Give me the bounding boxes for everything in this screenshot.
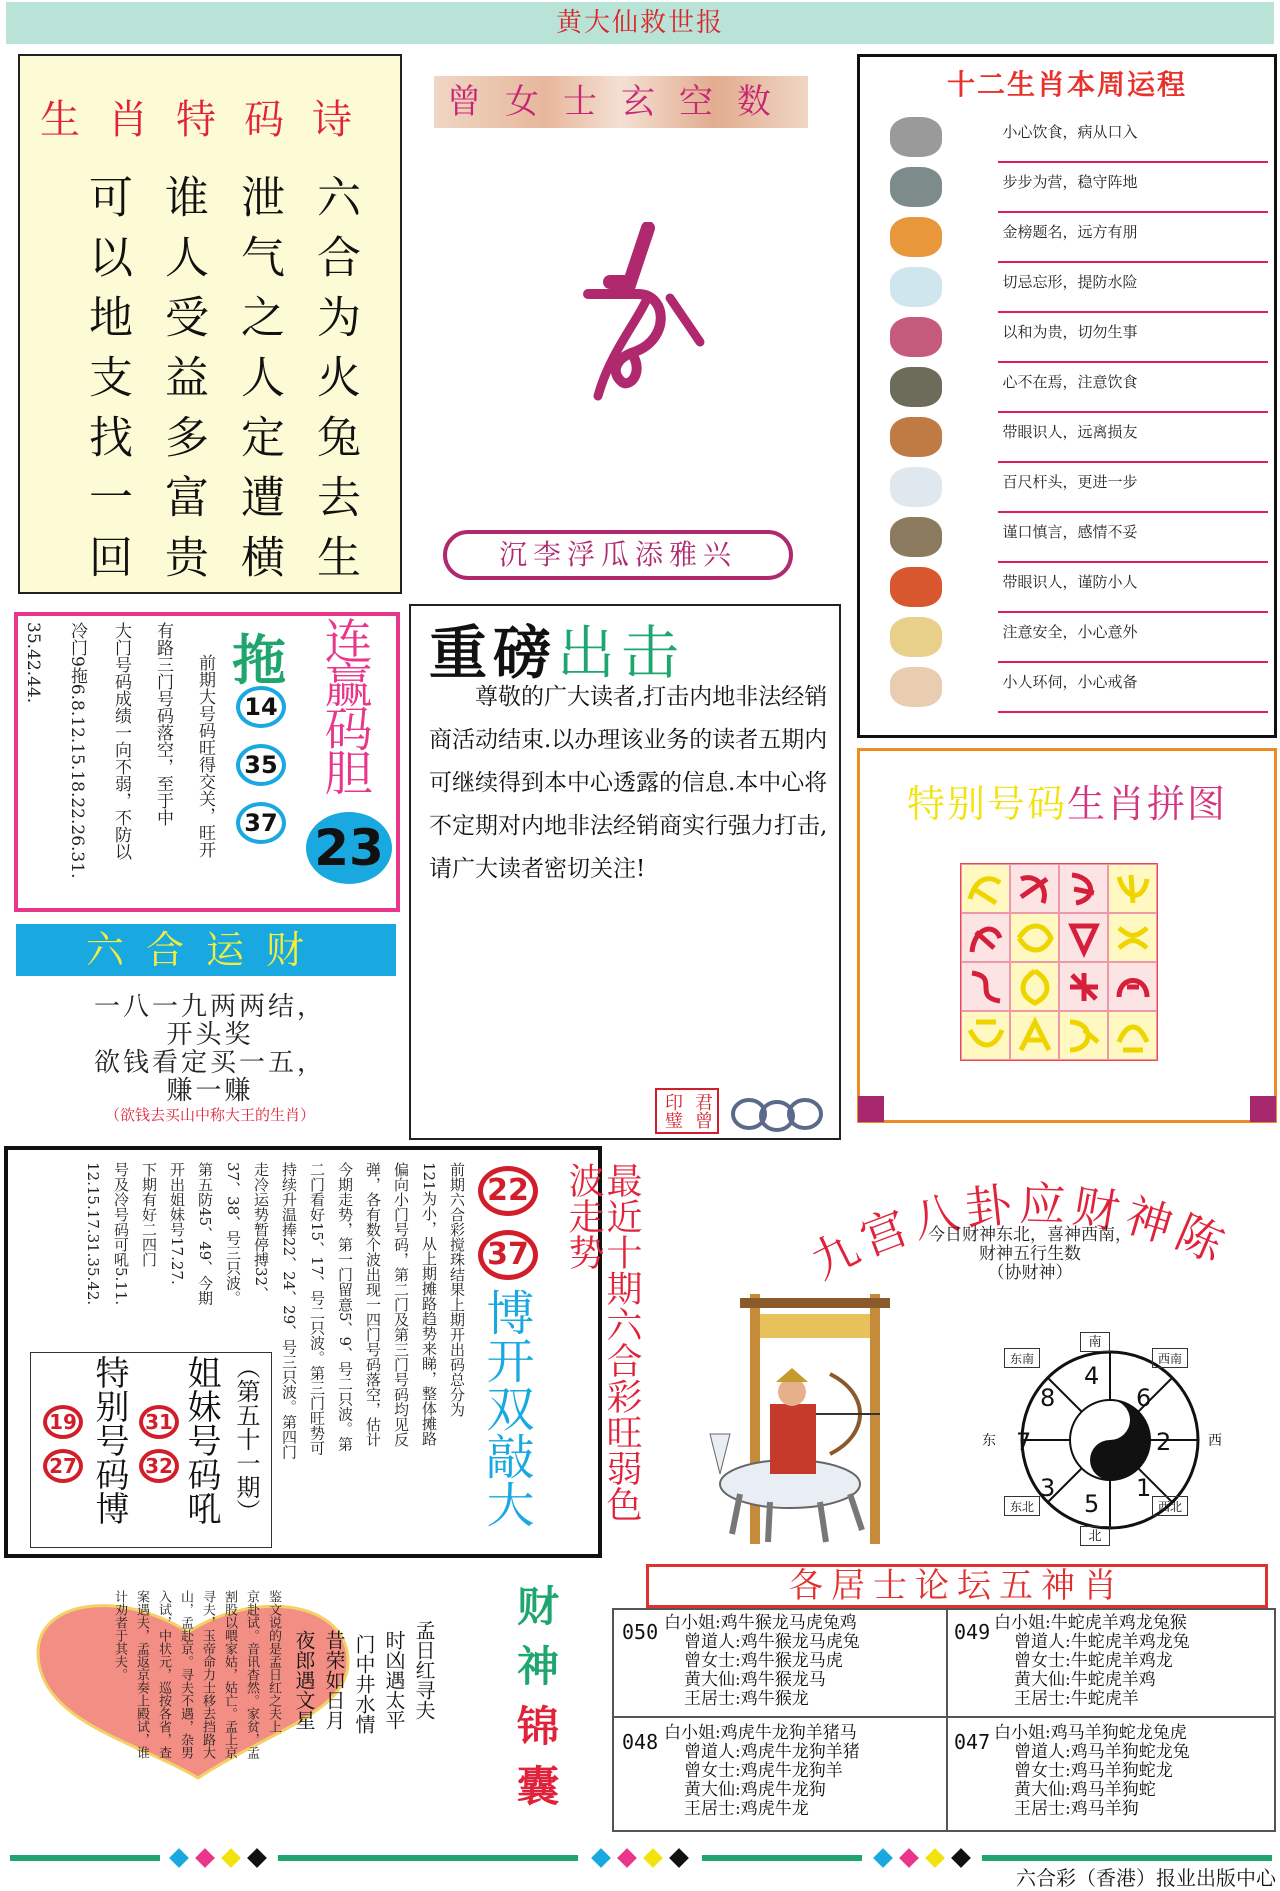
liuhe-line: 赚一赚 bbox=[166, 1076, 254, 1106]
puzzle-cell bbox=[1059, 962, 1108, 1011]
puzzle-cell bbox=[1059, 864, 1108, 913]
caishen-title bbox=[510, 1584, 560, 1824]
zodiac-title: 十二生肖本周运程 bbox=[946, 68, 1187, 101]
forum-block bbox=[664, 1724, 860, 1819]
forum-line: 王居士:牛蛇虎羊 bbox=[1014, 1689, 1139, 1709]
forum-line: 王居士:鸡虎牛龙 bbox=[684, 1799, 809, 1819]
dir-south: 南 bbox=[1080, 1332, 1110, 1352]
puzzle-cell bbox=[1010, 913, 1059, 962]
zodiac-fortune-box bbox=[857, 54, 1277, 738]
yellow-zodiac-icon bbox=[966, 1016, 1006, 1056]
pig-icon bbox=[890, 667, 942, 707]
caishen-verse: 昔荣如日月 bbox=[322, 1630, 346, 1730]
forum-line: 白小姐:鸡虎牛龙狗羊猪马 bbox=[664, 1723, 857, 1743]
page-title: 黄大仙救世报 bbox=[555, 8, 724, 38]
forum-block bbox=[994, 1614, 1190, 1709]
trend-title: 最近十期六合彩旺弱色波走势 bbox=[563, 1162, 642, 1522]
puzzle-cell bbox=[961, 864, 1010, 913]
forum-line: 曾道人:鸡牛猴龙马虎兔 bbox=[684, 1632, 860, 1652]
zodiac-text: 步步为营，稳守阵地 bbox=[1002, 173, 1138, 191]
jiugong-note: 财神五行生数 bbox=[979, 1244, 1081, 1264]
yellow-zodiac-icon bbox=[1015, 1016, 1055, 1056]
special-ball: 19 bbox=[43, 1405, 83, 1439]
yellow-zodiac-icon bbox=[1015, 967, 1055, 1007]
zodiac-text: 小心饮食，病从口入 bbox=[1002, 123, 1138, 141]
forum-line: 白小姐:鸡马羊狗蛇龙兔虎 bbox=[994, 1723, 1187, 1743]
forum-line: 曾道人:鸡虎牛龙狗羊猪 bbox=[684, 1742, 860, 1762]
yellow-zodiac-icon bbox=[1113, 1016, 1153, 1056]
special-title: 特别号码博 bbox=[89, 1355, 129, 1525]
zodiac-text: 以和为贵，切勿生事 bbox=[1002, 323, 1138, 341]
puzzle-cell bbox=[1010, 1011, 1059, 1060]
tiger-icon bbox=[890, 217, 942, 257]
yellow-zodiac-icon bbox=[1113, 869, 1153, 909]
zodiac-row bbox=[890, 213, 1270, 263]
forum-line: 黄大仙:鸡虎牛龙狗 bbox=[684, 1780, 826, 1800]
zodiac-divider bbox=[998, 711, 1268, 713]
sister-ball: 31 bbox=[139, 1405, 179, 1439]
jiugong-notes bbox=[880, 1226, 1180, 1283]
liuhe-line: 欲钱看定买一五， bbox=[93, 1048, 326, 1078]
poem-column: 泄气之人定遭横 bbox=[233, 174, 284, 594]
dir-west: 西 bbox=[1208, 1433, 1222, 1449]
caishen-title-char: 财 bbox=[511, 1584, 560, 1644]
zodiac-text: 百尺杆头，更进一步 bbox=[1002, 473, 1138, 491]
forum-line: 曾道人:鸡马羊狗蛇龙兔 bbox=[1014, 1742, 1190, 1762]
announcement-body: 尊敬的广大读者,打击内地非法经销商活动结束.以办理该业务的读者五期内可继续得到本中心透露的信息.本中心将不定期对内地非法经销商实行强力打击,请广大读者密切关注! bbox=[429, 684, 828, 882]
magenta-diamond-icon bbox=[617, 1848, 637, 1868]
yellow-zodiac-icon bbox=[966, 869, 1006, 909]
zodiac-text: 谨口慎言，感情不妥 bbox=[1002, 523, 1138, 541]
palace-number: 4 bbox=[1084, 1362, 1100, 1390]
palace-number: 1 bbox=[1136, 1474, 1152, 1502]
zodiac-row bbox=[890, 263, 1270, 313]
yellow-diamond-icon bbox=[925, 1848, 945, 1868]
lianying-col: 有路三门号码落空，至于中 bbox=[153, 622, 173, 826]
puzzle-cell bbox=[1059, 1011, 1108, 1060]
forum-line: 曾道人:牛蛇虎羊鸡龙兔 bbox=[1014, 1632, 1190, 1652]
red-zodiac-icon bbox=[1015, 869, 1055, 909]
palace-number: 2 bbox=[1156, 1428, 1172, 1456]
puzzle-cell bbox=[1010, 962, 1059, 1011]
zodiac-row bbox=[890, 563, 1270, 613]
trend-ball: 37 bbox=[478, 1230, 538, 1280]
zodiac-row bbox=[890, 363, 1270, 413]
lianying-drag: 拖 bbox=[232, 628, 286, 692]
announcement-title-b: 出击 bbox=[557, 619, 686, 687]
dir-northeast: 东北 bbox=[1004, 1496, 1040, 1516]
liuhe-note: （欲钱去买山中称大王的生肖） bbox=[104, 1106, 315, 1124]
zodiac-row bbox=[890, 613, 1270, 663]
horse-icon bbox=[890, 417, 942, 457]
dragon-icon bbox=[890, 317, 942, 357]
trend-col: 前期六合彩搅珠结果上期开出码总分为 bbox=[448, 1162, 466, 1417]
caishen-story: 鉴文说的是孟日红之夫上 bbox=[266, 1590, 281, 1733]
puzzle-cell bbox=[1108, 864, 1157, 913]
corner-square bbox=[1250, 1096, 1276, 1122]
forum-divider bbox=[946, 1610, 948, 1830]
zeng-glyph bbox=[570, 222, 710, 402]
caishen-story: 案遇夫，孟返京奏上殿试，谁 bbox=[134, 1590, 149, 1759]
lianying-box bbox=[14, 612, 400, 912]
puzzle-cell bbox=[961, 962, 1010, 1011]
forum-line: 曾女士:鸡虎牛龙狗羊 bbox=[684, 1761, 843, 1781]
palace-number: 6 bbox=[1136, 1384, 1152, 1412]
liuhe-line: 开头奖 bbox=[166, 1020, 254, 1050]
trend-col: 持续升温捧22、24、29、号三只波。第四门 bbox=[280, 1162, 298, 1460]
palace-number: 5 bbox=[1084, 1490, 1100, 1518]
forum-line: 曾女士:鸡牛猴龙马虎 bbox=[684, 1651, 843, 1671]
puzzle-cell bbox=[961, 913, 1010, 962]
yellow-zodiac-icon bbox=[1015, 918, 1055, 958]
forum-block bbox=[664, 1614, 860, 1709]
puzzle-title-a: 特别号码 bbox=[906, 782, 1067, 826]
forum-divider bbox=[614, 1716, 1274, 1718]
lianying-title: 连赢码胆 bbox=[316, 616, 372, 792]
red-zodiac-icon bbox=[1064, 869, 1104, 909]
trend-col: 第五防45、49、今期 bbox=[196, 1162, 214, 1306]
snake-icon bbox=[890, 367, 942, 407]
trend-col: 今期走势，第一门留意5、9、号二只波。第 bbox=[336, 1162, 354, 1452]
zodiac-row bbox=[890, 463, 1270, 513]
special-ball: 27 bbox=[43, 1449, 83, 1483]
zodiac-row bbox=[890, 113, 1270, 163]
caishen-story: 入试，中状元，巡按各省，查 bbox=[156, 1590, 171, 1759]
rings-icon bbox=[729, 1094, 829, 1134]
dir-east: 东 bbox=[982, 1433, 996, 1449]
trend-col: 12.15.17.31.35.42. bbox=[84, 1162, 102, 1306]
forum-issue-number: 049 bbox=[954, 1620, 991, 1644]
zodiac-row bbox=[890, 313, 1270, 363]
special-inner-box bbox=[30, 1352, 272, 1548]
cyan-diamond-icon bbox=[873, 1848, 893, 1868]
zodiac-text: 心不在焉，注意饮食 bbox=[1002, 373, 1138, 391]
trend-col: 弹，各有数个波出现一四门号码落空，估计 bbox=[364, 1162, 382, 1447]
rabbit-icon bbox=[890, 267, 942, 307]
trend-col: 37、38、号三只波。 bbox=[224, 1162, 242, 1306]
liuhe-line: 一八一九两两结， bbox=[93, 992, 326, 1022]
poem-column: 六合为火兔去生 bbox=[309, 174, 360, 594]
yellow-diamond-icon bbox=[643, 1848, 663, 1868]
poem-column: 谁人受益多富贵 bbox=[157, 174, 208, 594]
poem-box bbox=[18, 54, 402, 594]
footer-publisher: 六合彩（香港）报业出版中心 bbox=[1016, 1866, 1276, 1890]
decor-bar bbox=[702, 1855, 862, 1861]
caishen-title-char: 锦 bbox=[511, 1704, 560, 1764]
monkey-icon bbox=[890, 517, 942, 557]
black-diamond-icon bbox=[247, 1848, 267, 1868]
forum-line: 王居士:鸡牛猴龙 bbox=[684, 1689, 809, 1709]
zeng-title: 曾女士玄空数 bbox=[434, 76, 808, 128]
forum-block bbox=[994, 1724, 1190, 1819]
dog-icon bbox=[890, 617, 942, 657]
corner-square bbox=[858, 1096, 884, 1122]
poem-title: 生肖特码诗 bbox=[40, 97, 380, 143]
red-zodiac-icon bbox=[966, 967, 1006, 1007]
forum-line: 白小姐:鸡牛猴龙马虎兔鸡 bbox=[664, 1613, 857, 1633]
trend-box bbox=[4, 1146, 642, 1558]
palace-number: 8 bbox=[1040, 1384, 1056, 1412]
cyan-diamond-icon bbox=[169, 1848, 189, 1868]
zodiac-row bbox=[890, 163, 1270, 213]
announcement-title-a: 重磅 bbox=[429, 619, 558, 687]
caishen-story: 割股以喂家姑，姑亡。孟上京 bbox=[222, 1590, 237, 1759]
puzzle-title-b: 生肖拼图 bbox=[1067, 782, 1228, 826]
forum-line: 曾女士:鸡马羊狗蛇龙 bbox=[1014, 1761, 1173, 1781]
red-zodiac-icon bbox=[966, 918, 1006, 958]
zodiac-text: 切忌忘形，提防水险 bbox=[1002, 273, 1138, 291]
zodiac-text: 带眼识人，远离损友 bbox=[1002, 423, 1138, 441]
caishen-verse: 夜郎遇文星 bbox=[292, 1630, 316, 1730]
forum-line: 白小姐:牛蛇虎羊鸡龙兔猴 bbox=[994, 1613, 1187, 1633]
sister-title: 姐妹号码吼 bbox=[181, 1355, 221, 1525]
caishen-verse: 门中井水情 bbox=[352, 1634, 376, 1734]
caishen-story: 寻夫，玉帝命力士移去挡路大 bbox=[200, 1590, 215, 1759]
red-zodiac-icon bbox=[1064, 918, 1104, 958]
sister-ball: 32 bbox=[139, 1449, 179, 1483]
trend-col: 121为小，从上期摊路趋势来睇，整体摊路 bbox=[420, 1162, 438, 1446]
cyan-diamond-icon bbox=[591, 1848, 611, 1868]
zodiac-text: 小人环伺，小心戒备 bbox=[1002, 673, 1138, 691]
caishen-story: 山，孟赴京。寻夫不遇，杂男 bbox=[178, 1590, 193, 1759]
trend-col: 偏向小门号码，第二门及第三门号码均见反 bbox=[392, 1162, 410, 1447]
zodiac-text: 带眼识人，谨防小人 bbox=[1002, 573, 1138, 591]
palace-number: 3 bbox=[1040, 1474, 1056, 1502]
trend-subtitle: 博开双敲大 bbox=[478, 1288, 534, 1528]
trend-col: 二门看好15、17、号二只波。第三门旺势可 bbox=[308, 1162, 326, 1456]
issue-label: （第五十一期） bbox=[232, 1355, 260, 1523]
magenta-diamond-icon bbox=[195, 1848, 215, 1868]
zodiac-row bbox=[890, 513, 1270, 563]
zodiac-text: 注意安全，小心意外 bbox=[1002, 623, 1138, 641]
lianying-col: 冷门9拖6.8.12.15.18.22.26.31. bbox=[67, 622, 87, 879]
trend-col: 下期有好二四门 bbox=[140, 1162, 158, 1267]
page-header bbox=[6, 2, 1274, 44]
caishen-title-text bbox=[511, 1584, 560, 1824]
jiugong-note: 今日财神东北，喜神西南， bbox=[928, 1225, 1132, 1245]
dir-southwest: 西南 bbox=[1152, 1348, 1188, 1368]
magenta-diamond-icon bbox=[899, 1848, 919, 1868]
palace-number: 7 bbox=[1016, 1428, 1032, 1456]
trend-col: 号及冷号码可吼5.11. bbox=[112, 1162, 130, 1306]
dir-southeast: 东南 bbox=[1004, 1348, 1040, 1368]
forum-grid bbox=[612, 1608, 1276, 1832]
lianying-col: 大门号码成绩一向不弱，不防以 bbox=[111, 622, 131, 860]
goat-icon bbox=[890, 467, 942, 507]
poem-grid bbox=[72, 174, 372, 594]
puzzle-cell bbox=[1108, 1011, 1157, 1060]
trend-col: 走冷运势暂停搏32、 bbox=[252, 1162, 270, 1302]
red-zodiac-icon bbox=[1113, 967, 1153, 1007]
trend-col: 开出姐妹号17.27. bbox=[168, 1162, 186, 1285]
yellow-zodiac-icon bbox=[1113, 918, 1153, 958]
zodiac-text: 金榜题名，远方有朋 bbox=[1002, 223, 1138, 241]
zodiac-row bbox=[890, 663, 1270, 713]
rooster-icon bbox=[890, 567, 942, 607]
decor-bar bbox=[278, 1855, 578, 1861]
yellow-diamond-icon bbox=[221, 1848, 241, 1868]
zodiac-puzzle-box bbox=[857, 748, 1277, 1123]
zeng-phrase: 沉李浮瓜添雅兴 bbox=[443, 530, 793, 580]
rat-icon bbox=[890, 117, 942, 157]
forum-line: 黄大仙:牛蛇虎羊鸡 bbox=[1014, 1670, 1156, 1690]
caishen-verse: 时凶遇太平 bbox=[382, 1630, 406, 1730]
puzzle-cell bbox=[1059, 913, 1108, 962]
trend-ball: 22 bbox=[478, 1166, 538, 1216]
jiugong-note: （协财神） bbox=[987, 1263, 1073, 1283]
puzzle-cell bbox=[1108, 962, 1157, 1011]
liuhe-title: 六合运财 bbox=[16, 924, 396, 976]
caishen-title-char: 神 bbox=[511, 1644, 560, 1704]
puzzle-cell bbox=[1010, 864, 1059, 913]
puzzle-title bbox=[860, 773, 1274, 828]
zeng-number-glyph-icon bbox=[570, 222, 710, 402]
decor-bar bbox=[982, 1855, 1272, 1861]
zodiac-row bbox=[890, 413, 1270, 463]
forum-line: 曾女士:牛蛇虎羊鸡龙 bbox=[1014, 1651, 1173, 1671]
black-diamond-icon bbox=[669, 1848, 689, 1868]
lianying-col: 前期大号码旺得交关，旺开 bbox=[195, 654, 215, 858]
announcement-box bbox=[409, 604, 841, 1140]
caishen-title-char: 囊 bbox=[511, 1764, 560, 1824]
yellow-zodiac-icon bbox=[1064, 1016, 1104, 1056]
dir-northwest: 西北 bbox=[1152, 1496, 1188, 1516]
lianying-big-ball: 23 bbox=[306, 812, 392, 884]
caishen-story: 京赴试。音讯杳然。家贫，孟 bbox=[244, 1590, 259, 1759]
puzzle-cell bbox=[961, 1011, 1010, 1060]
archer-god-illustration-icon bbox=[680, 1284, 930, 1556]
lianying-ball: 14 bbox=[236, 686, 286, 728]
puzzle-cell bbox=[1108, 913, 1157, 962]
dir-north: 北 bbox=[1080, 1526, 1110, 1546]
decor-bar bbox=[10, 1855, 160, 1861]
jiugong-title: 九宫八卦应财神陈 bbox=[802, 1180, 1237, 1290]
lianying-ball: 37 bbox=[236, 802, 286, 844]
lianying-col: 35.42.44. bbox=[23, 622, 43, 704]
lianying-ball: 35 bbox=[236, 744, 286, 786]
forum-issue-number: 050 bbox=[622, 1620, 659, 1644]
seal-stamp: 君曾印璧 bbox=[655, 1088, 719, 1134]
forum-line: 王居士:鸡马羊狗 bbox=[1014, 1799, 1139, 1819]
forum-title: 各居士论坛五神肖 bbox=[646, 1564, 1268, 1608]
caishen-story: 计劝者于其夫。 bbox=[112, 1590, 127, 1681]
poem-column: 可以地支找一回 bbox=[81, 174, 132, 594]
puzzle-grid bbox=[960, 863, 1158, 1061]
red-zodiac-icon bbox=[1064, 967, 1104, 1007]
ox-icon bbox=[890, 167, 942, 207]
forum-issue-number: 048 bbox=[622, 1730, 659, 1754]
caishen-verse: 孟日红寻夫 bbox=[412, 1620, 436, 1720]
forum-issue-number: 047 bbox=[954, 1730, 991, 1754]
forum-line: 黄大仙:鸡马羊狗蛇 bbox=[1014, 1780, 1156, 1800]
forum-line: 黄大仙:鸡牛猴龙马 bbox=[684, 1670, 826, 1690]
